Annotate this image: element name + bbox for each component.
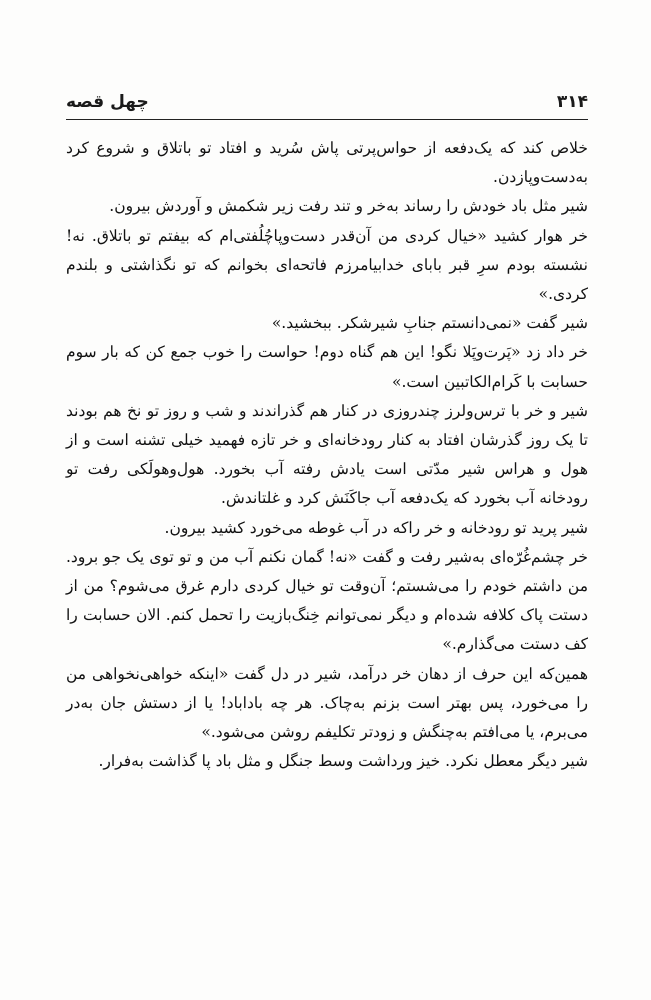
paragraph: شیر دیگر معطل نکرد. خیز ورداشت وسط جنگل و مثل باد پا گذاشت به‌فرار. [98,752,588,771]
paragraph: خر هوار کشید «خیال کردی من آن‌قدر دست‌وپاچُلُفتی‌ام که بیفتم تو باتلاق. نه! نشسته بودم سرِ قبر بابای خدابیامرزم فاتحه‌ای بخوانم که تو نگذاشتی و بلندم کردی.» [66,226,588,304]
paragraph: شیر و خر با ترس‌ولرز چندروزی در کنار هم گذراندند و شب و روز تو نخ هم بودند تا یک روز گذرشان افتاد به کنار رودخانه‌ای و خر تازه فهمید خیلی تشنه است و از هول و هراس شیر مدّتی است یادش رفته آب بخورد. هول‌وهولَکی رفت تو رودخانه آب بخورد که یک‌دفعه آب جاکَنَش کرد و غلتاندش. [66,401,588,508]
paragraph: خر داد زد «پَرت‌وپَلا نگو! این هم گناه دوم! حواست را خوب جمع کن که بار سوم حسابت با کَرام‌الکاتبین است.» [66,343,588,391]
header-rule [66,119,588,120]
paragraph: شیر گفت «نمی‌دانستم جنابِ شیرشکر. ببخشید.» [271,314,588,333]
paragraph: شیر پرید تو رودخانه و خر راکه در آب غوطه می‌خورد کشید بیرون. [164,518,588,537]
paragraph: خر چشم‌غُرّه‌ای به‌شیر رفت و گفت «نه! گمان نکنم آب من و تو توی یک جو برود. من داشتم خودم را می‌شستم؛ آن‌وقت تو خیال کردی دارم غرق می‌شوم؟ من از دستت پاک کلافه شده‌ام و دیگر نمی‌توانم خِنگ‌بازیت را تحمل کنم. الان حسابت را کف دستت می‌گذارم.» [66,547,588,654]
paragraph: شیر مثل باد خودش را رساند به‌خر و تند رفت زیر شکمش و آوردش بیرون. [109,197,588,216]
paragraph: همین‌که این حرف از دهان خر درآمد، شیر در دل گفت «اینکه خواهی‌نخواهی من را می‌خورد، پس بهتر است بزنم به‌چاک. هر چه باداباد! یا از دستش جان به‌در می‌برم، یا می‌افتم به‌چنگش و زودتر تکلیفم روشن می‌شود.» [66,664,588,742]
book-title: چهل قصه [66,92,149,112]
paragraph: خلاص کند که یک‌دفعه از حواس‌پرتی پاش سُرید و افتاد تو باتلاق و شروع کرد به‌دست‌وپازدن. [66,139,588,187]
page-number: ۳۱۴ [556,92,588,112]
body-text [66,134,588,776]
running-header [66,88,588,116]
